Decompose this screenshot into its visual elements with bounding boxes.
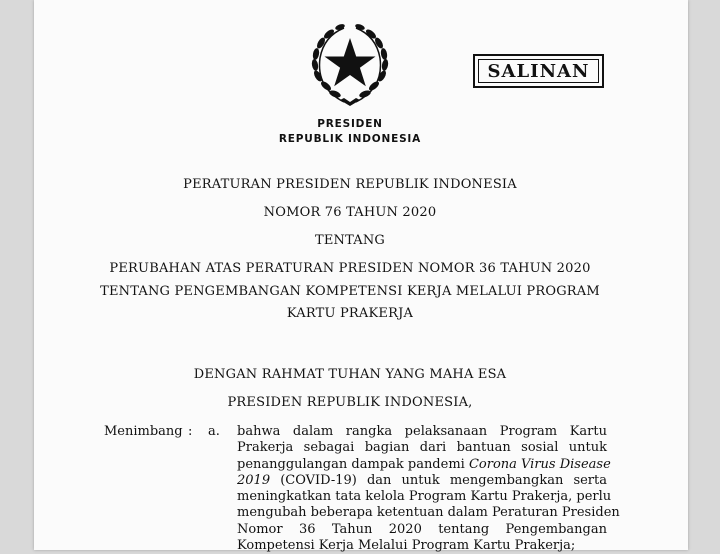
preamble-line-1: DENGAN RAHMAT TUHAN YANG MAHA ESA	[193, 367, 507, 382]
regulation-number: NOMOR 76 TAHUN 2020	[263, 205, 437, 220]
considering-item-text	[237, 424, 620, 554]
regulation-subject-line-2: TENTANG PENGEMBANGAN KOMPETENSI KERJA MELALUI PROGRAM	[100, 284, 600, 299]
regulation-about-label: TENTANG	[314, 233, 386, 248]
regulation-subject-line-1: PERUBAHAN ATAS PERATURAN PRESIDEN NOMOR 36 TAHUN 2020	[109, 261, 591, 276]
considering-colon: :	[188, 424, 193, 439]
stamp-label: SALINAN	[487, 60, 590, 82]
paragraph-line: Kompetensi Kerja Melalui Program Kartu Prakerja;	[237, 538, 576, 554]
paragraph-line: Nomor 36 Tahun 2020 tentang Pengembangan	[237, 521, 607, 537]
paragraph-segment: penanggulangan dampak pandemi	[237, 456, 469, 472]
preamble-line-2: PRESIDEN REPUBLIK INDONESIA,	[227, 395, 473, 410]
paragraph-line	[237, 473, 607, 489]
garuda-star-emblem-icon	[304, 18, 396, 110]
paragraph-segment: (COVID-19) dan untuk mengembangkan serta	[270, 472, 607, 488]
paragraph-italic-segment: 2019	[237, 472, 271, 488]
paragraph-line: meningkatkan tata kelola Program Kartu Prakerja, perlu	[237, 489, 612, 505]
salinan-stamp	[473, 54, 604, 88]
considering-item-letter: a.	[208, 424, 220, 439]
paragraph-line: Prakerja sebagai bagian dari bantuan sosial untuk	[237, 440, 607, 456]
paragraph-line	[237, 456, 611, 473]
paragraph-line: mengubah beberapa ketentuan dalam Peraturan Presiden	[237, 505, 620, 521]
paragraph-italic-segment: Corona Virus Disease	[468, 456, 611, 472]
regulation-subject-line-3: KARTU PRAKERJA	[286, 306, 414, 321]
regulation-title: PERATURAN PRESIDEN REPUBLIK INDONESIA	[183, 177, 517, 192]
paragraph-line: bahwa dalam rangka pelaksanaan Program Kartu	[237, 424, 607, 439]
considering-label: Menimbang	[104, 424, 183, 439]
institution-line-2: REPUBLIK INDONESIA	[278, 133, 422, 145]
institution-line-1: PRESIDEN	[317, 118, 383, 130]
